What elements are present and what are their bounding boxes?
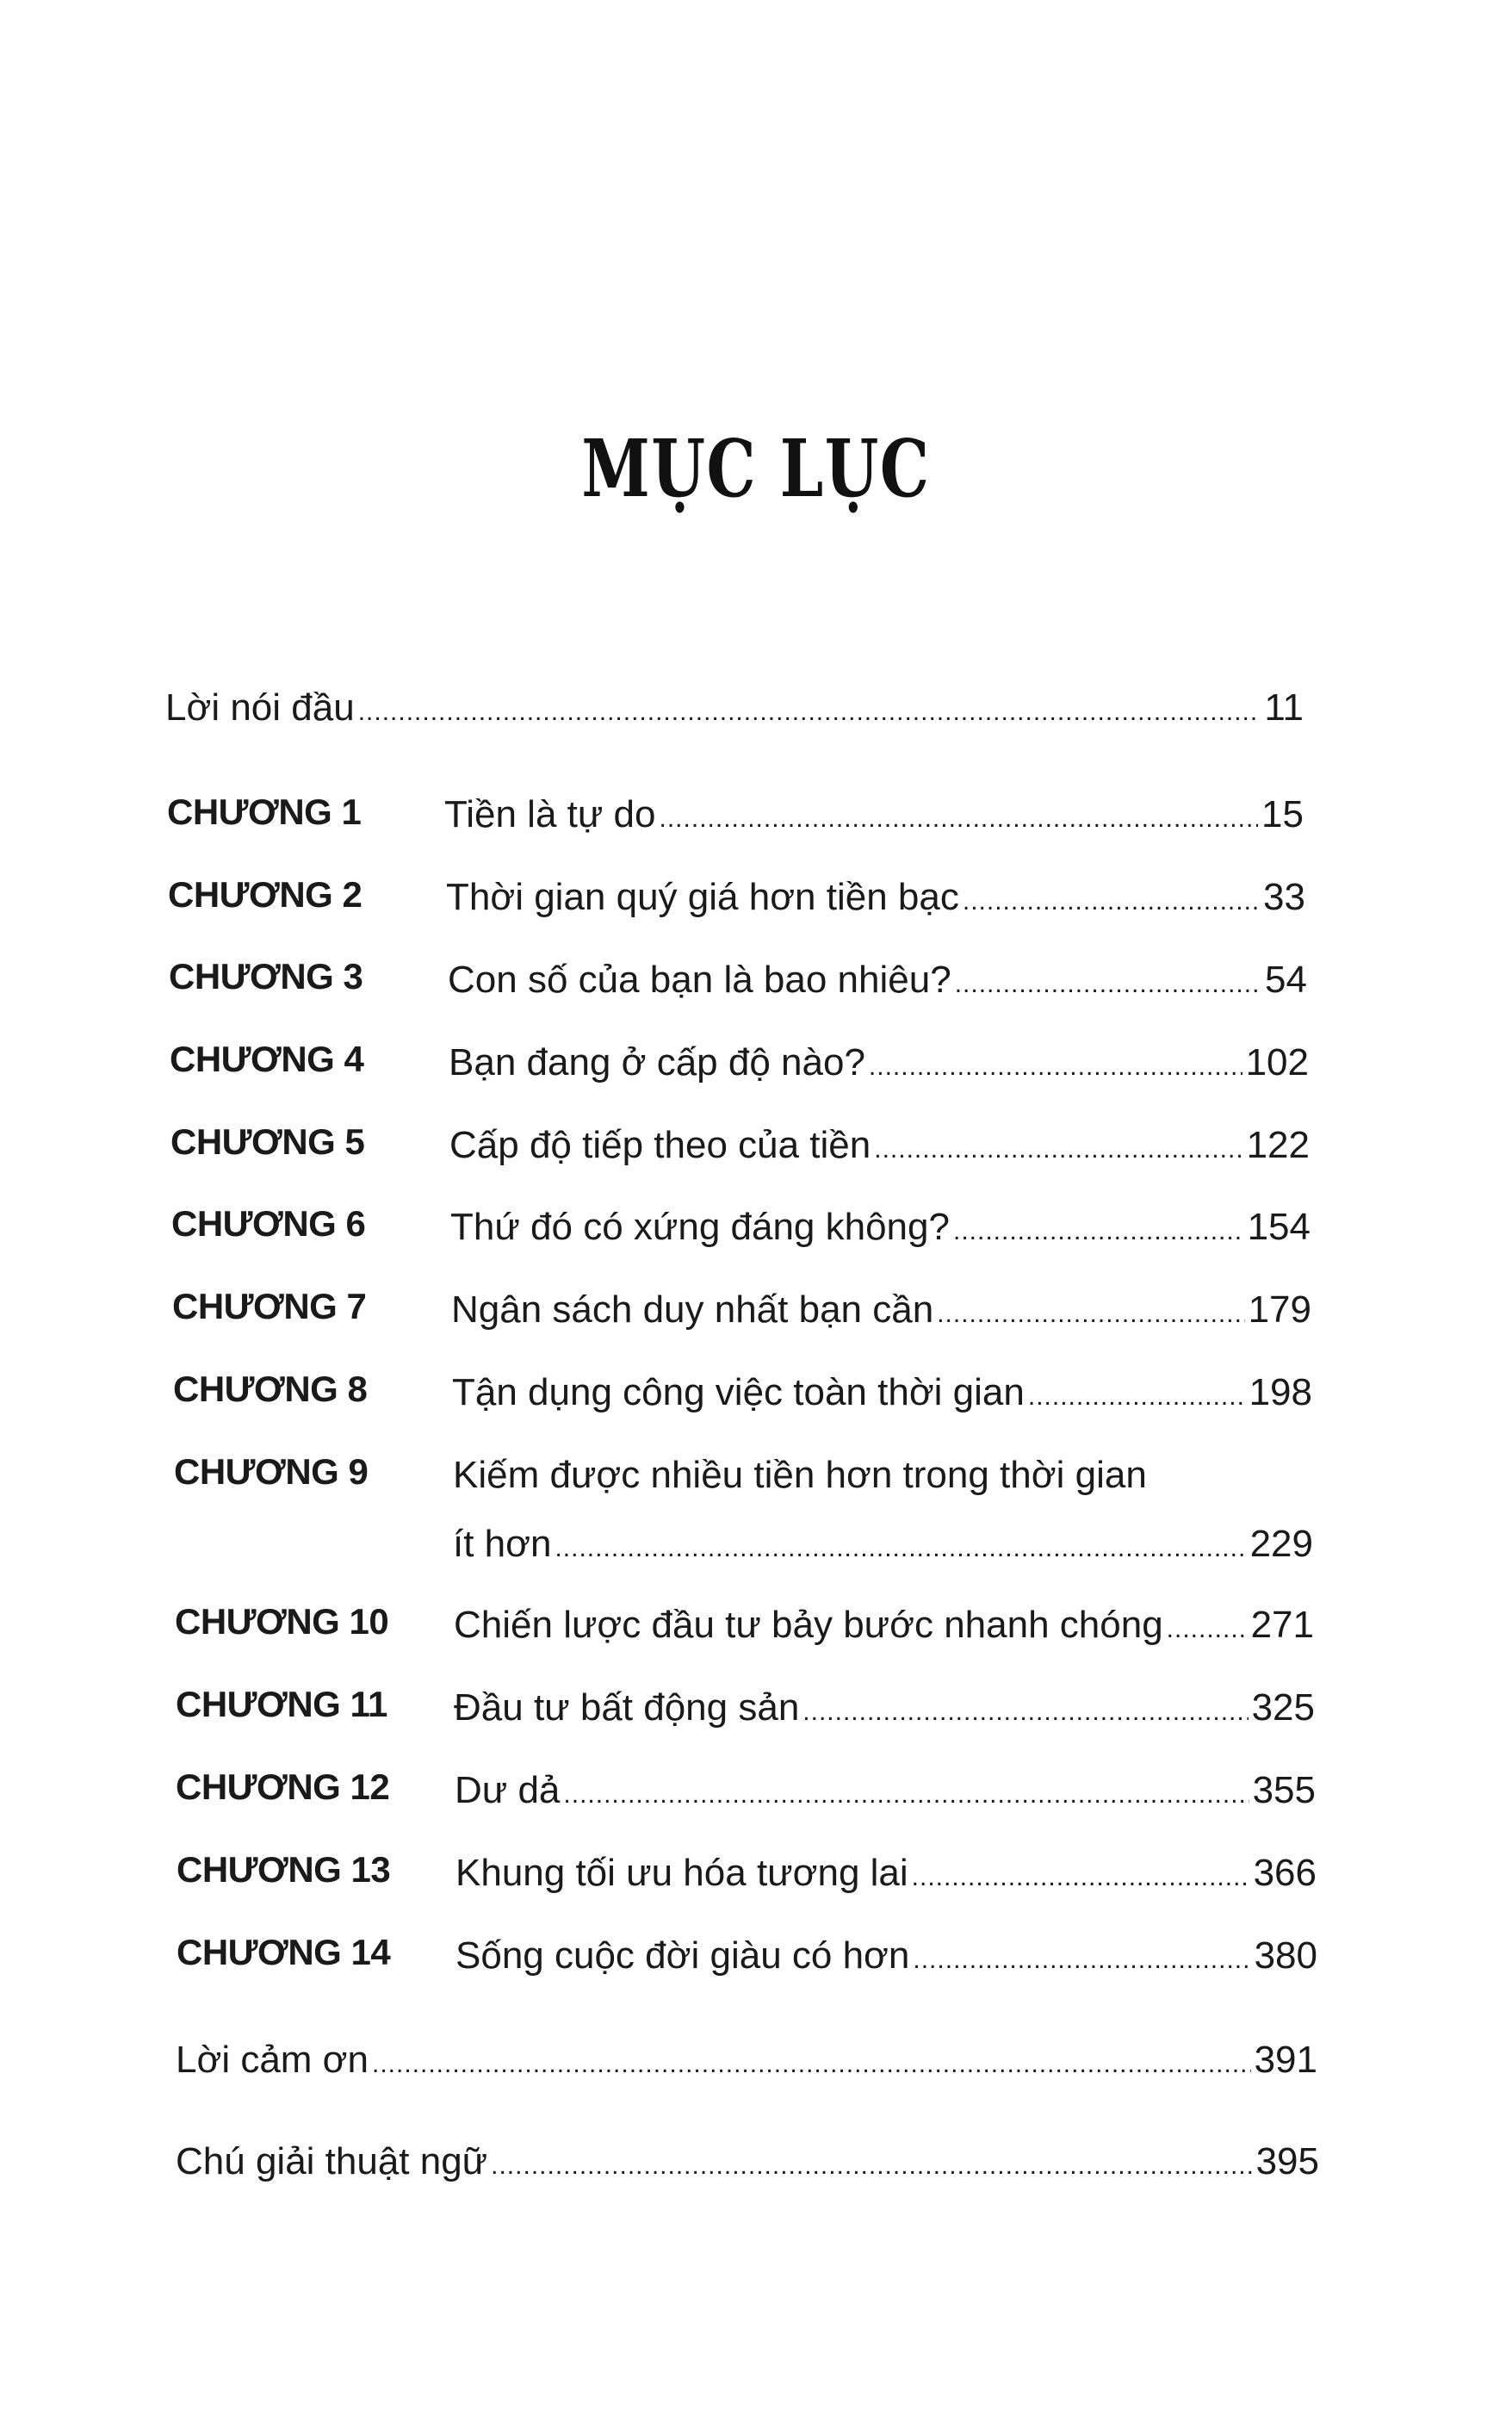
toc-page-number: 366 — [1253, 1852, 1317, 1894]
dot-leader — [869, 1044, 1242, 1082]
dot-leader — [937, 1291, 1244, 1329]
dot-leader — [1028, 1374, 1246, 1412]
chapter-title: Tiền là tự do — [444, 793, 656, 835]
chapter-title: Dư dả — [455, 1769, 561, 1811]
toc-entry-chapter-3[interactable] — [448, 961, 1307, 999]
dot-leader — [912, 1854, 1250, 1892]
toc-entry-label: Lời nói đầu — [165, 686, 355, 729]
chapter-label: CHƯƠNG 12 — [176, 1766, 390, 1807]
toc-page-number: 154 — [1247, 1206, 1311, 1248]
chapter-title: Sống cuộc đời giàu có hơn — [455, 1934, 910, 1977]
chapter-label: CHƯƠNG 6 — [171, 1203, 366, 1244]
chapter-title: Tận dụng công việc toàn thời gian — [452, 1371, 1025, 1413]
page-title: MỤC LỤC — [581, 422, 931, 515]
toc-page-number: 271 — [1250, 1604, 1314, 1646]
dot-leader — [491, 2143, 1252, 2181]
toc-page-number: 179 — [1248, 1288, 1311, 1331]
toc-entry-chapter-7[interactable] — [451, 1288, 1311, 1331]
toc-entry-front[interactable] — [165, 686, 1304, 729]
dot-leader — [802, 1689, 1248, 1727]
dot-leader — [1167, 1606, 1248, 1644]
toc-page-number: 15 — [1261, 793, 1304, 835]
toc-entry-label: Lời cảm ơn — [176, 2039, 369, 2081]
dot-leader — [563, 1772, 1249, 1810]
dot-leader — [913, 1937, 1250, 1975]
chapter-title-continued: ít hơn — [453, 1523, 552, 1565]
chapter-title: Chiến lược đầu tư bảy bước nhanh chóng — [454, 1604, 1163, 1646]
toc-entry-chapter-8[interactable] — [452, 1371, 1312, 1413]
chapter-title: Ngân sách duy nhất bạn cần — [451, 1288, 934, 1331]
chapter-label: CHƯƠNG 14 — [177, 1932, 391, 1972]
toc-entry-acknowledgements[interactable] — [176, 2041, 1317, 2079]
toc-entry-chapter-12[interactable] — [455, 1769, 1316, 1811]
toc-page-number: 391 — [1254, 2039, 1317, 2081]
chapter-title: Thứ đó có xứng đáng không? — [450, 1206, 950, 1248]
dot-leader — [953, 1208, 1244, 1246]
toc-page-number: 395 — [1255, 2140, 1319, 2182]
toc-entry-chapter-10[interactable] — [454, 1606, 1314, 1644]
chapter-title: Cấp độ tiếp theo của tiền — [449, 1124, 871, 1166]
chapter-title: Bạn đang ở cấp độ nào? — [449, 1041, 865, 1083]
chapter-label: CHƯƠNG 3 — [169, 956, 363, 996]
toc-entry-chapter-6[interactable] — [450, 1208, 1311, 1246]
toc-entry-chapter-4[interactable] — [449, 1041, 1309, 1083]
toc-entry-label: Chú giải thuật ngữ — [176, 2140, 488, 2182]
toc-entry-chapter-1[interactable] — [444, 793, 1304, 835]
chapter-title: Con số của bạn là bao nhiêu? — [448, 959, 951, 1001]
chapter-label: CHƯƠNG 7 — [172, 1286, 367, 1326]
dot-leader — [660, 796, 1259, 834]
toc-entry-chapter-11[interactable] — [454, 1686, 1315, 1729]
chapter-title: Đầu tư bất động sản — [454, 1686, 800, 1729]
toc-page-number: 102 — [1245, 1041, 1309, 1083]
chapter-label: CHƯƠNG 5 — [170, 1121, 365, 1162]
chapter-label: CHƯƠNG 9 — [174, 1451, 369, 1492]
toc-page-number: 198 — [1249, 1371, 1312, 1413]
dot-leader — [372, 2041, 1251, 2079]
chapter-label: CHƯƠNG 13 — [177, 1849, 391, 1890]
toc-entry-chapter-13[interactable] — [455, 1854, 1317, 1892]
toc-entry-chapter-2[interactable] — [446, 878, 1305, 916]
chapter-label: CHƯƠNG 4 — [170, 1039, 364, 1079]
toc-entry-chapter-5[interactable] — [449, 1124, 1310, 1166]
dot-leader — [963, 878, 1260, 916]
dot-leader — [358, 689, 1261, 727]
chapter-title: Kiếm được nhiều tiền hơn trong thời gian — [453, 1454, 1147, 1496]
toc-page-number: 11 — [1264, 686, 1304, 729]
toc-page-number: 122 — [1246, 1124, 1310, 1166]
chapter-title: Thời gian quý giá hơn tiền bạc — [446, 876, 959, 918]
toc-page-number: 380 — [1254, 1934, 1317, 1977]
toc-entry-chapter-14[interactable] — [455, 1934, 1317, 1977]
toc-page-number: 33 — [1263, 876, 1305, 918]
toc-entry-chapter-9[interactable] — [453, 1525, 1313, 1563]
toc-page-number: 229 — [1249, 1523, 1313, 1565]
chapter-label: CHƯƠNG 11 — [176, 1684, 387, 1724]
dot-leader — [874, 1127, 1242, 1164]
chapter-label: CHƯƠNG 2 — [168, 874, 363, 915]
toc-page-number: 355 — [1252, 1769, 1316, 1811]
chapter-title: Khung tối ưu hóa tương lai — [455, 1852, 908, 1894]
chapter-label: CHƯƠNG 1 — [167, 792, 362, 832]
toc-entry-glossary[interactable] — [176, 2140, 1319, 2182]
toc-page-number: 325 — [1251, 1686, 1315, 1729]
chapter-label: CHƯƠNG 10 — [175, 1601, 389, 1642]
chapter-label: CHƯƠNG 8 — [173, 1369, 368, 1409]
dot-leader — [955, 961, 1261, 999]
dot-leader — [555, 1525, 1246, 1563]
toc-page-number: 54 — [1265, 959, 1307, 1001]
